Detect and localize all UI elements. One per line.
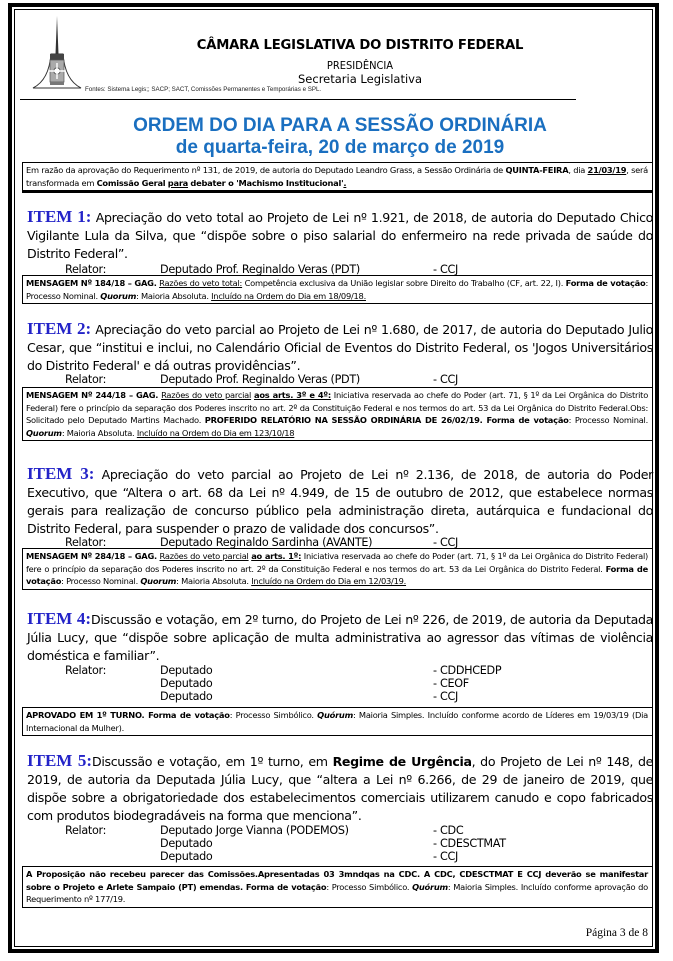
relator-name: Deputado	[160, 837, 213, 850]
relator-committee: - CCJ	[433, 373, 459, 386]
relator-name: Deputado Reginaldo Sardinha (AVANTE)	[160, 536, 373, 549]
relator-block-4	[55, 664, 615, 703]
relator-committee: - CCJ	[433, 690, 459, 703]
note-bold-italic: Quorum	[100, 290, 137, 301]
note-bold: APROVADO EM 1º TURNO. Forma de votação	[26, 710, 230, 720]
note-bold: MENSAGEM Nº 184/18 – GAG.	[26, 278, 157, 288]
note-text: : Processo Simbólico.	[326, 881, 413, 892]
relator-row	[55, 373, 615, 386]
note-underline: Razões do veto parcial	[159, 551, 249, 561]
agenda-item-1	[27, 208, 653, 263]
relator-committee: - CCJ	[433, 263, 459, 276]
relator-name: Deputado Jorge Vianna (PODEMOS)	[160, 824, 349, 837]
relator-label: Relator:	[65, 824, 107, 837]
notice-text: Em razão da aprovação do Requerimento nº 131, de 2019, de autoria do Deputado Leandro Grass, a Sessão Ordinária de	[26, 165, 506, 175]
note-text: : Processo Nominal.	[61, 576, 141, 586]
notice-bold: Comissão Geral	[96, 177, 166, 188]
note-bold: MENSAGEM Nº 244/18 – GAG.	[26, 390, 159, 400]
page-number: Página 3 de 8	[585, 927, 648, 939]
relator-name: Deputado	[160, 677, 213, 690]
note-bold-italic: Quórum	[317, 710, 353, 720]
item-note-3	[22, 548, 653, 590]
session-notice-box	[22, 162, 653, 193]
relator-name: Deputado	[160, 850, 213, 863]
agenda-item-4	[27, 610, 653, 665]
relator-row	[55, 850, 615, 863]
item-text: Discussão e votação, em 1º turno, em	[92, 754, 333, 769]
note-text: : Maioria Simples. Incluído conforme acordo de Líderes em 19/03/19 (Dia Internacional da Mulher).	[26, 710, 648, 733]
item-text: Apreciação do veto total ao Projeto de Lei nº 1.921, de 2018, de autoria do Deputado Chico Vigilante Lula da Silva, que “dispõe sobre o piso salarial do enfermeiro na rede privada de saúde do Distrito Federal”.	[27, 210, 653, 261]
item-text-bold: Regime de Urgência	[332, 754, 472, 769]
note-text: : Maioria Simples. Incluído conforme aprovação do Requerimento nº 177/19.	[26, 881, 649, 904]
note-bold: Forma de votação	[565, 278, 646, 288]
note-bold-italic: Quórum	[412, 881, 448, 892]
relator-name: Deputado	[160, 664, 213, 677]
relator-label: Relator:	[65, 536, 107, 549]
agenda-item-2	[27, 320, 653, 375]
note-text: : Processo Nominal.	[26, 278, 648, 301]
relator-label: Relator:	[65, 664, 107, 677]
note-inclusion-date: Incluído na Ordem do Dia em 12/03/19.	[251, 576, 407, 586]
agenda-item-5	[27, 752, 653, 825]
note-bold: A Proposição não recebeu parecer das Comissões.Apresentadas 03 3mndqas na CDC. A CDC, CDESCTMAT E CCJ deverão se manifestar sobre o Projeto e Arlete Sampaio (PT) emendas. Forma de votação	[26, 869, 648, 892]
sources-line: Fontes: Sistema Legis;; SACP; SACT, Comissões Permanentes e Temporárias e SPL.	[85, 86, 322, 93]
note-bold-underline: ao arts. 1º:	[251, 551, 302, 561]
item-note-1	[22, 275, 653, 304]
note-bold: MENSAGEM Nº 284/18 – GAG.	[26, 551, 157, 561]
relator-committee: - CCJ	[433, 850, 459, 863]
item-note-2	[22, 387, 653, 441]
relator-name: Deputado Prof. Reginaldo Veras (PDT)	[160, 373, 360, 386]
relator-name: Deputado	[160, 690, 213, 703]
agenda-item-3	[27, 465, 653, 538]
relator-label: Relator:	[65, 373, 107, 386]
relator-committee: - CCJ	[433, 536, 459, 549]
notice-bold: debater o 'Machismo Institucional'	[190, 177, 344, 188]
document-title-line2: de quarta-feira, 20 de março de 2019	[175, 137, 505, 158]
item-text: Discussão e votação, em 2º turno, do Projeto de Lei nº 226, de 2019, de autoria da Deputada Júlia Lucy, que “dispõe sobre aplicação de multa administrativa ao agressor das vítimas de violência doméstica e familiar”.	[27, 612, 654, 663]
note-text: : Processo Nominal.	[568, 415, 648, 425]
item-label: ITEM 2:	[27, 319, 92, 338]
note-inclusion-date: Incluído na Ordem do Dia em 123/10/18	[136, 427, 295, 438]
item-text: Apreciação do veto parcial ao Projeto de Lei nº 1.680, de 2017, de autoria do Deputado Julio Cesar, que “institui e inclui, no Calendário Oficial de Eventos do Distrito Federal, os 'Jogos Universitários do Distrito Federal' e dá outras providências”.	[27, 322, 653, 373]
relator-row	[55, 837, 615, 850]
note-bold-italic: Quorum	[140, 576, 177, 586]
document-title	[60, 115, 620, 159]
note-inclusion-date: Incluído na Ordem do Dia em 18/09/18.	[211, 290, 366, 301]
notice-bold-underline: para	[167, 177, 189, 188]
relator-label: Relator:	[65, 263, 107, 276]
relator-row	[55, 664, 615, 677]
cldf-logo-icon	[27, 14, 87, 94]
office-name: Secretaria Legislativa	[298, 72, 422, 86]
relator-name: Deputado Prof. Reginaldo Veras (PDT)	[160, 263, 360, 276]
notice-text: , será transformada em	[26, 165, 648, 188]
note-bold: Forma de votação	[26, 563, 648, 586]
header-divider	[20, 99, 576, 100]
relator-block-5	[55, 824, 615, 863]
note-underline: Razões do veto total:	[159, 278, 243, 288]
note-bold-italic: Quorum	[26, 427, 62, 438]
notice-text: , dia	[568, 165, 588, 175]
note-text: Competência exclusiva da União legislar sobre Direito do Trabalho (CF, art. 22, I).	[242, 278, 566, 288]
department-name: PRESIDÊNCIA	[326, 59, 394, 72]
note-text: : Maioria Absoluta.	[136, 290, 212, 301]
note-bold-underline: aos arts. 3º e 4º:	[253, 390, 331, 400]
document-title-line1: ORDEM DO DIA PARA A SESSÃO ORDINÁRIA	[133, 115, 547, 136]
relator-row	[55, 690, 615, 703]
relator-committee: - CDDHCEDP	[433, 664, 502, 677]
note-text: Iniciativa reservada ao chefe do Poder (art. 71, § 1º da Lei Orgânica do Distrito Federal) fere o princípio da separação dos Poderes inscrito no art. 2º da Constituição Federal e nos termos do art. 53 da Lei Orgânica do Distrito Federal.Obs: Solicitado pelo Deputado Martins Machado.	[26, 390, 649, 425]
note-bold: PROFERIDO RELATÓRIO NA SESSÃO ORDINÁRIA DE 26/02/19. Forma de votação	[204, 415, 569, 425]
note-underline: Razões do veto parcial	[161, 390, 252, 400]
item-note-4	[22, 707, 653, 736]
item-label: ITEM 5:	[27, 751, 93, 770]
note-text: : Maioria Absoluta.	[176, 576, 252, 586]
relator-committee: - CDC	[433, 824, 464, 837]
relator-block-2	[55, 373, 615, 386]
notice-date: 21/03/19	[587, 165, 627, 175]
item-label: ITEM 4:	[27, 609, 91, 628]
relator-committee: - CEOF	[433, 677, 469, 690]
relator-row	[55, 677, 615, 690]
institution-name: CÂMARA LEGISLATIVA DO DISTRITO FEDERAL	[196, 38, 524, 53]
item-text: Apreciação do veto parcial ao Projeto de Lei nº 2.136, de 2018, de autoria do Poder Executivo, que “Altera o art. 68 da Lei nº 4.949, de 15 de outubro de 2012, que estabelece normas gerais para realização de concurso público pela administração direta, autárquica e fundacional do Distrito Federal, para suspender o prazo de validade dos concursos”.	[27, 467, 654, 536]
note-text: Iniciativa reservada ao chefe do Poder (art. 71, § 1º da Lei Orgânica do Distrito Federal) fere o princípio da separação dos Poderes inscrito no art. 2º da Constituição Federal e nos termos do art. 53 da Lei Orgânica do Distrito Federal.	[26, 551, 649, 574]
notice-bold: QUINTA-FEIRA	[505, 165, 569, 175]
relator-row	[55, 824, 615, 837]
item-text: , do Projeto de Lei nº 148, de 2019, de autoria da Deputada Júlia Lucy, que “altera a Lei nº 6.266, de 29 de janeiro de 2019, que dispõe sobre a obrigatoriedade dos estabelecimentos comerciais utilizarem canudo e copo fabricados com produtos biodegradáveis na forma que menciona”.	[27, 754, 654, 823]
note-text: : Processo Simbólico.	[229, 710, 318, 720]
item-label: ITEM 3:	[27, 464, 95, 483]
item-note-5	[22, 866, 653, 908]
note-text: : Maioria Absoluta.	[61, 427, 137, 438]
notice-bold-underline: .	[343, 177, 347, 188]
item-label: ITEM 1:	[27, 207, 92, 226]
relator-committee: - CDESCTMAT	[433, 837, 506, 850]
